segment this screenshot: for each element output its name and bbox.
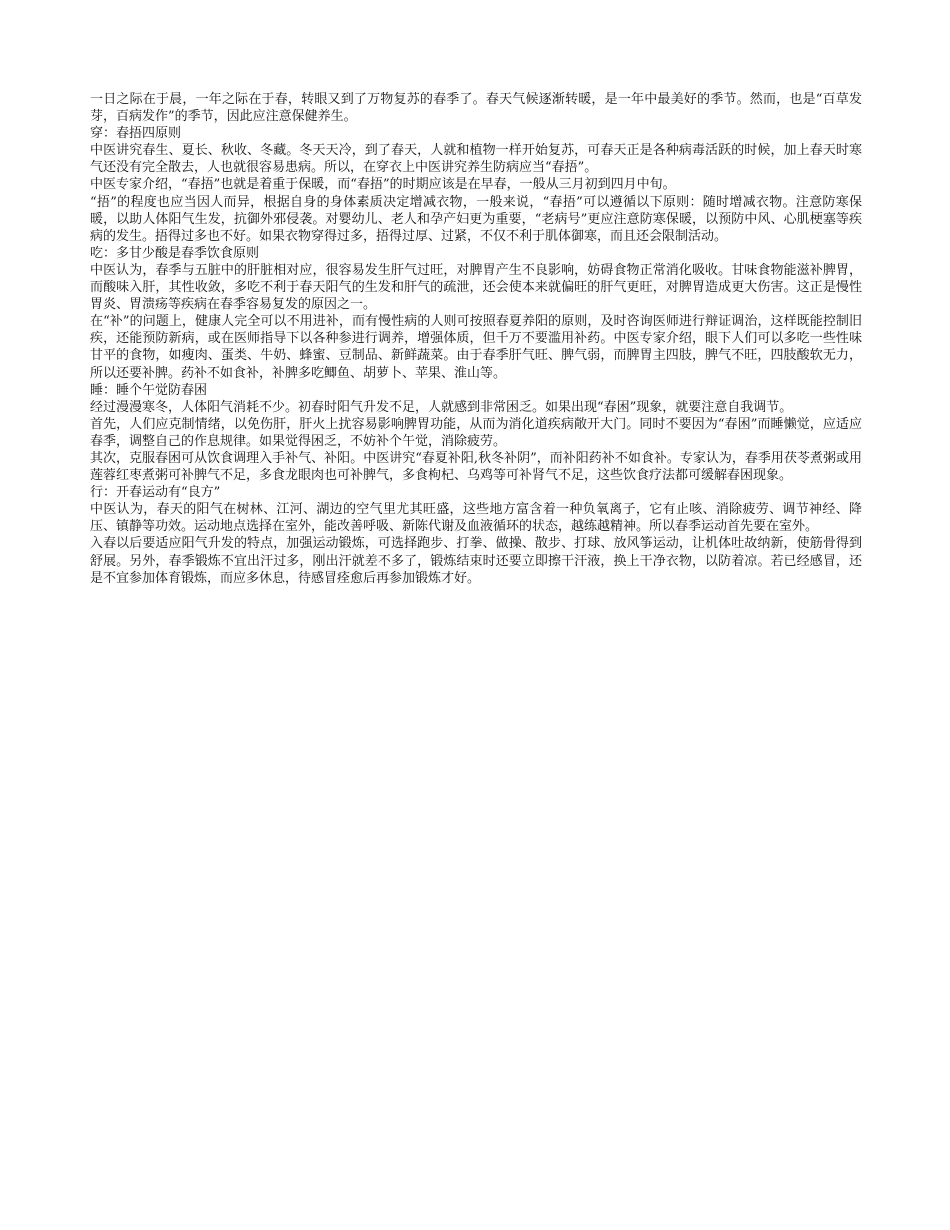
- section-exercise: [90, 484, 862, 587]
- paragraph: 其次，克服春困可从饮食调理入手补气、补阳。中医讲究“春夏补阳,秋冬补阴”，而补阳药补不如食补。专家认为，春季用茯苓煮粥或用莲蓉红枣煮粥可补脾气不足，多食龙眼肉也可补脾气，多食枸杞、乌鸡等可补肾气不足，这些饮食疗法都可缓解春困现象。: [90, 450, 862, 484]
- paragraph: 入春以后要适应阳气升发的特点，加强运动锻炼，可选择跑步、打拳、做操、散步、打球、放风筝运动，让机体吐故纳新，使筋骨得到舒展。另外，春季锻炼不宜出汗过多，刚出汗就差不多了，锻炼结束时还要立即擦干汗液，换上干净衣物，以防着凉。若已经感冒，还是不宜参加体育锻炼，而应多休息，待感冒痊愈后再参加锻炼才好。: [90, 536, 862, 586]
- section-clothing: [90, 125, 862, 245]
- paragraph: 中医认为，春季与五脏中的肝脏相对应，很容易发生肝气过旺，对脾胃产生不良影响，妨碍食物正常消化吸收。甘味食物能滋补脾胃，而酸味入肝，其性收敛，多吃不利于春天阳气的生发和肝气的疏泄，还会使本来就偏旺的肝气更旺，对脾胃造成更大伤害。这正是慢性胃炎、胃溃疡等疾病在春季容易复发的原因之一。: [90, 262, 862, 313]
- section-heading: 行：开春运动有“良方”: [90, 485, 221, 501]
- paragraph: “捂”的程度也应当因人而异，根据自身的身体素质决定增减衣物，一般来说，“春捂”可以遵循以下原则：随时增减衣物。注意防寒保暖，以助人体阳气生发，抗御外邪侵袭。对婴幼儿、老人和孕产妇更为重要，“老病号”更应注意防寒保暖，以预防中风、心肌梗塞等疾病的发生。捂得过多也不好。如果衣物穿得过多，捂得过厚、过紧，不仅不利于肌体御寒，而且还会限制活动。: [90, 194, 862, 244]
- intro-paragraph: 一日之际在于晨，一年之际在于春，转眼又到了万物复苏的春季了。春天气候逐渐转暖，是一年中最美好的季节。然而，也是“百草发芽，百病发作”的季节，因此应注意保健养生。: [90, 92, 862, 125]
- section-heading: 吃：多甘少酸是春季饮食原则: [90, 245, 260, 261]
- section-sleep: [90, 382, 862, 485]
- paragraph: 中医专家介绍，“春捂”也就是着重于保暖，而“春捂”的时期应该是在早春，一般从三月初到四月中旬。: [90, 177, 676, 193]
- section-heading: 睡：睡个午觉防春困: [90, 382, 208, 398]
- paragraph: 中医讲究春生、夏长、秋收、冬藏。冬天天冷，到了春天，人就和植物一样开始复苏，可春天正是各种病毒活跃的时候，加上春天时寒气还没有完全散去，人也就很容易患病。所以，在穿衣上中医讲究养生防病应当“春捂”。: [90, 143, 862, 176]
- paragraph: 中医认为，春天的阳气在树林、江河、湖边的空气里尤其旺盛，这些地方富含着一种负氧离子，它有止咳、消除疲劳、调节神经、降压、镇静等功效。运动地点选择在室外，能改善呼吸、新陈代谢及血液循环的状态，越练越精神。所以春季运动首先要在室外。: [90, 502, 862, 535]
- paragraph: 首先，人们应克制情绪，以免伤肝，肝火上扰容易影响脾胃功能，从而为消化道疾病敞开大门。同时不要因为“春困”而睡懒觉，应适应春季，调整自己的作息规律。如果觉得困乏，不妨补个午觉，消除疲劳。: [90, 416, 862, 449]
- section-diet: [90, 245, 862, 382]
- section-heading: 穿：春捂四原则: [90, 126, 182, 142]
- paragraph: 在“补”的问题上，健康人完全可以不用进补，而有慢性病的人则可按照春夏养阳的原则，及时咨询医师进行辩证调治，这样既能控制旧疾，还能预防新病，或在医师指导下以各种参进行调养，增强体质，但千万不要滥用补药。中医专家介绍，眼下人们可以多吃一些性味甘平的食物，如瘦肉、蛋类、牛奶、蜂蜜、豆制品、新鲜蔬菜。由于春季肝气旺、脾气弱，而脾胃主四肢，脾气不旺，四肢酸软无力，所以还要补脾。药补不如食补，补脾多吃鲫鱼、胡萝卜、苹果、淮山等。: [90, 314, 862, 381]
- paragraph: 经过漫漫寒冬，人体阳气消耗不少。初春时阳气升发不足，人就感到非常困乏。如果出现“春困”现象，就要注意自我调节。: [90, 399, 793, 415]
- document-body: [90, 91, 862, 587]
